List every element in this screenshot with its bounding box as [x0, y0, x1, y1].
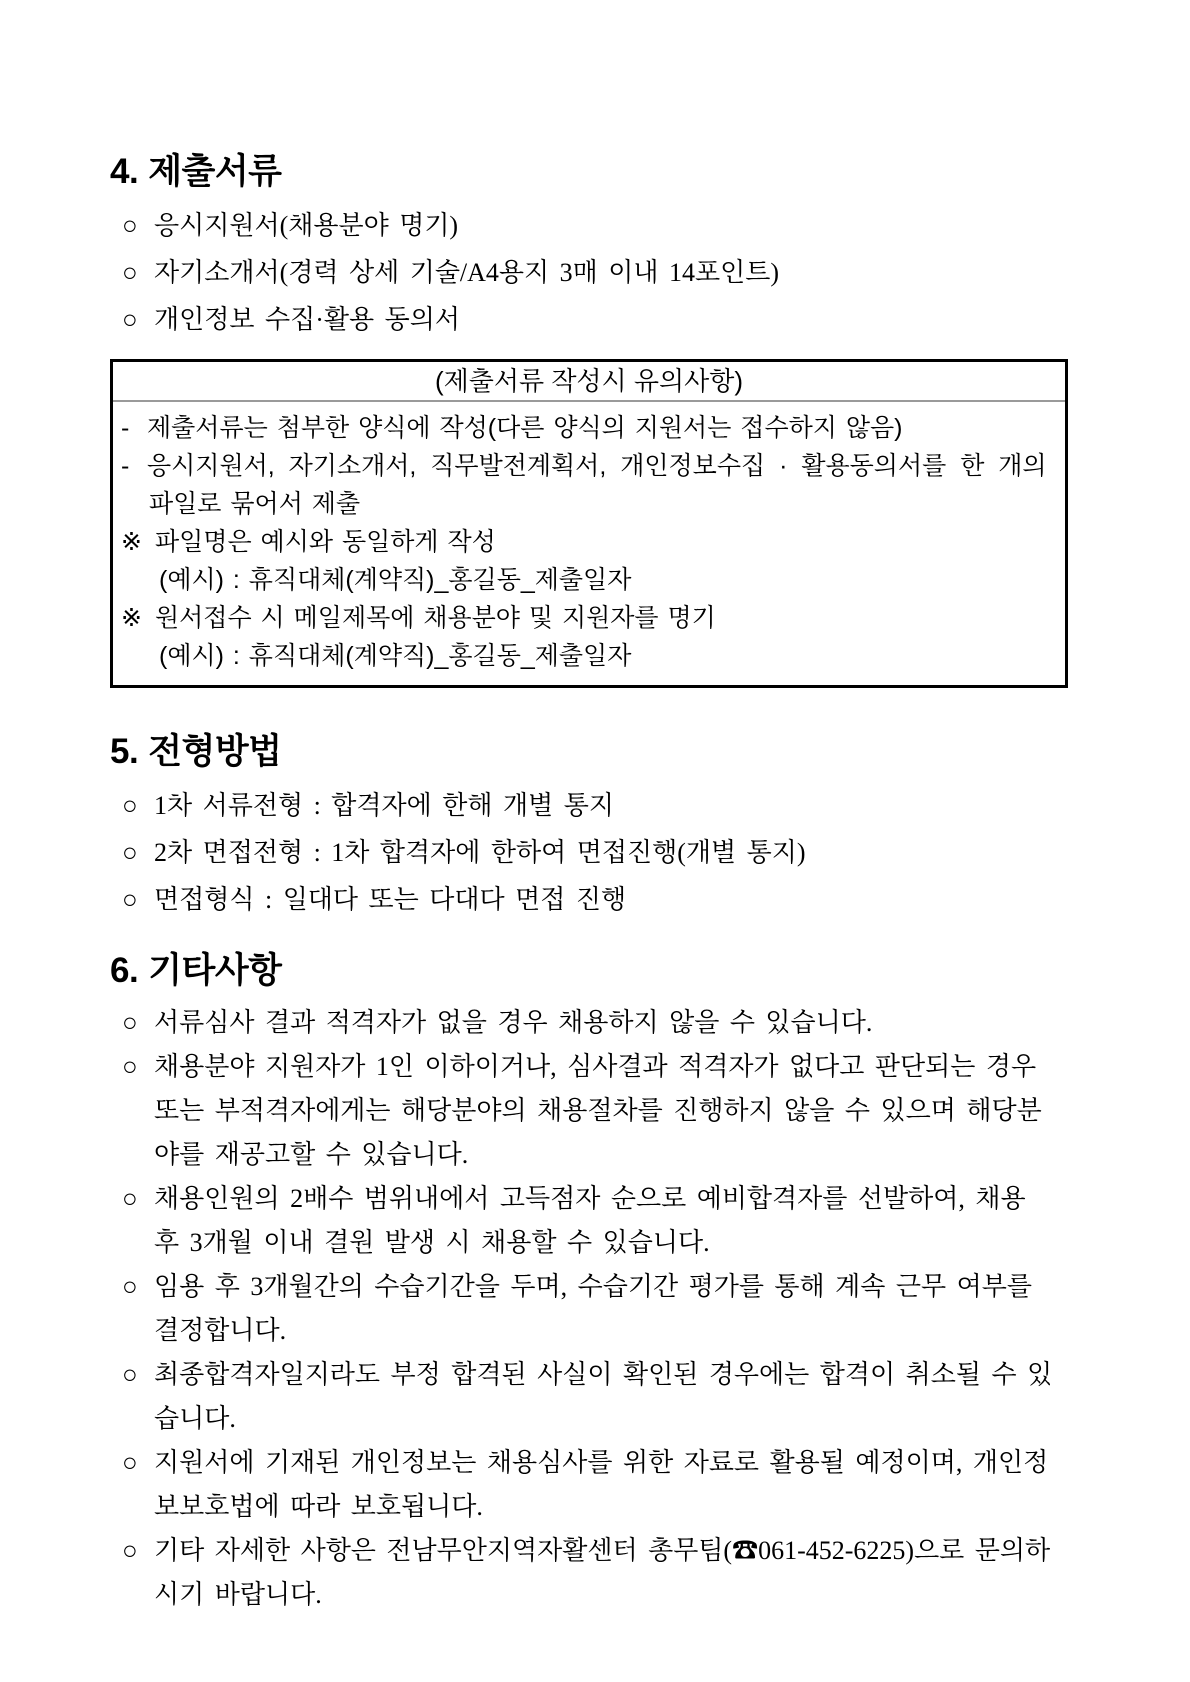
notice-text: 제출서류는 첨부한 양식에 작성(다른 양식의 지원서는 접수하지 않음) — [147, 414, 903, 442]
line-text: 서류심사 결과 적격자가 없을 경우 채용하지 않을 수 있습니다. — [154, 1008, 873, 1037]
bullet-text: 개인정보 수집·활용 동의서 — [154, 305, 460, 334]
notice-line-example — [121, 637, 1057, 675]
line-text: 또는 부적격자에게는 해당분야의 채용절차를 진행하지 않을 수 있으며 해당분 — [154, 1096, 1042, 1125]
section-4-title: 제출서류 — [148, 152, 282, 191]
text-line-continuation — [122, 1221, 1078, 1265]
line-text: 결정합니다. — [154, 1316, 287, 1345]
bullet-spacer — [122, 1221, 154, 1265]
dash-bullet: - — [121, 452, 130, 480]
text-line — [122, 1001, 1078, 1045]
circle-bullet-icon: ○ — [122, 1184, 138, 1213]
notice-box-body — [113, 402, 1065, 685]
section-submission-documents — [110, 150, 1078, 688]
text-line-continuation — [122, 1485, 1078, 1529]
section-5-number: 5. — [110, 732, 139, 771]
text-line — [122, 1529, 1078, 1573]
section-6-text-lines — [110, 1001, 1078, 1617]
section-5-bullet-list — [110, 782, 1078, 923]
text-line — [122, 1045, 1078, 1089]
text-line-continuation — [122, 1309, 1078, 1353]
line-text: 시기 바랍니다. — [154, 1580, 322, 1609]
text-line — [122, 1265, 1078, 1309]
text-line-continuation — [122, 1133, 1078, 1177]
notice-text: 파일명은 예시와 동일하게 작성 — [155, 528, 496, 556]
bullet-text: 응시지원서(채용분야 명기) — [154, 211, 459, 240]
bullet-spacer — [122, 1397, 154, 1441]
notice-line — [121, 409, 1057, 447]
circle-bullet-icon: ○ — [122, 1272, 138, 1301]
circle-bullet-icon: ○ — [122, 1536, 138, 1565]
dash-bullet: - — [121, 414, 130, 442]
notice-text: 원서접수 시 메일제목에 채용분야 및 지원자를 명기 — [155, 604, 716, 632]
notice-line-example — [121, 561, 1057, 599]
line-text: 보보호법에 따라 보호됩니다. — [154, 1492, 483, 1521]
section-4-number: 4. — [110, 152, 139, 191]
bullet-text: 자기소개서(경력 상세 기술/A4용지 3매 이내 14포인트) — [154, 258, 780, 287]
bullet-spacer — [122, 1133, 154, 1177]
section-6-number: 6. — [110, 951, 139, 990]
line-text: 지원서에 기재된 개인정보는 채용심사를 위한 자료로 활용될 예정이며, 개인정 — [154, 1448, 1049, 1477]
notice-line-continuation — [121, 485, 1057, 523]
section-selection-method — [110, 730, 1078, 923]
notice-line — [121, 447, 1057, 485]
circle-bullet-icon: ○ — [122, 211, 138, 240]
notice-box — [110, 359, 1068, 688]
bullet-item — [122, 249, 1078, 296]
bullet-spacer — [122, 1485, 154, 1529]
circle-bullet-icon: ○ — [122, 305, 138, 334]
reference-mark-icon: ※ — [121, 604, 142, 632]
line-text: 후 3개월 이내 결원 발생 시 채용할 수 있습니다. — [154, 1228, 710, 1257]
line-text: 야를 재공고할 수 있습니다. — [154, 1140, 469, 1169]
notice-line — [121, 523, 1057, 561]
line-text: 습니다. — [154, 1404, 236, 1433]
circle-bullet-icon: ○ — [122, 1008, 138, 1037]
bullet-spacer — [122, 1089, 154, 1133]
text-line — [122, 1177, 1078, 1221]
notice-text: 파일로 묶어서 제출 — [149, 490, 361, 518]
bullet-item — [122, 782, 1078, 829]
bullet-item — [122, 876, 1078, 923]
bullet-text: 2차 면접전형 : 1차 합격자에 한하여 면접진행(개별 통지) — [154, 838, 806, 867]
notice-text: 응시지원서, 자기소개서, 직무발전계획서, 개인정보수집 · 활용동의서를 한 개의 — [147, 452, 1047, 480]
bullet-text: 1차 서류전형 : 합격자에 한해 개별 통지 — [154, 791, 614, 820]
text-line-continuation — [122, 1089, 1078, 1133]
circle-bullet-icon: ○ — [122, 1052, 138, 1081]
text-line — [122, 1441, 1078, 1485]
section-other-matters — [110, 949, 1078, 1617]
notice-text: (예시) : 휴직대체(계약직)_홍길동_제출일자 — [159, 642, 632, 670]
text-line-continuation — [122, 1397, 1078, 1441]
circle-bullet-icon: ○ — [122, 258, 138, 287]
text-line — [122, 1353, 1078, 1397]
notice-line — [121, 599, 1057, 637]
circle-bullet-icon: ○ — [122, 1360, 138, 1389]
section-5-heading — [110, 730, 1078, 774]
notice-text: (예시) : 휴직대체(계약직)_홍길동_제출일자 — [159, 566, 632, 594]
line-text: 최종합격자일지라도 부정 합격된 사실이 확인된 경우에는 합격이 취소될 수 있 — [154, 1360, 1053, 1389]
circle-bullet-icon: ○ — [122, 838, 138, 867]
section-6-title: 기타사항 — [148, 951, 282, 990]
circle-bullet-icon: ○ — [122, 1448, 138, 1477]
line-text: 채용인원의 2배수 범위내에서 고득점자 순으로 예비합격자를 선발하여, 채용 — [154, 1184, 1026, 1213]
circle-bullet-icon: ○ — [122, 791, 138, 820]
line-text: 채용분야 지원자가 1인 이하이거나, 심사결과 적격자가 없다고 판단되는 경우 — [154, 1052, 1037, 1081]
section-5-title: 전형방법 — [148, 732, 282, 771]
bullet-item — [122, 829, 1078, 876]
section-6-heading — [110, 949, 1078, 993]
bullet-text: 면접형식 : 일대다 또는 다대다 면접 진행 — [154, 885, 627, 914]
bullet-item — [122, 296, 1078, 343]
bullet-spacer — [122, 1573, 154, 1617]
line-text: 임용 후 3개월간의 수습기간을 두며, 수습기간 평가를 통해 계속 근무 여부를 — [154, 1272, 1032, 1301]
section-4-heading — [110, 150, 1078, 194]
notice-box-title: (제출서류 작성시 유의사항) — [113, 362, 1065, 402]
text-line-continuation — [122, 1573, 1078, 1617]
line-text-with-phone: 기타 자세한 사항은 전남무안지역자활센터 총무팀(☎061-452-6225)으로 문의하 — [154, 1536, 1051, 1565]
reference-mark-icon: ※ — [121, 528, 142, 556]
bullet-item — [122, 202, 1078, 249]
section-4-bullet-list — [110, 202, 1078, 343]
circle-bullet-icon: ○ — [122, 885, 138, 914]
bullet-spacer — [122, 1309, 154, 1353]
